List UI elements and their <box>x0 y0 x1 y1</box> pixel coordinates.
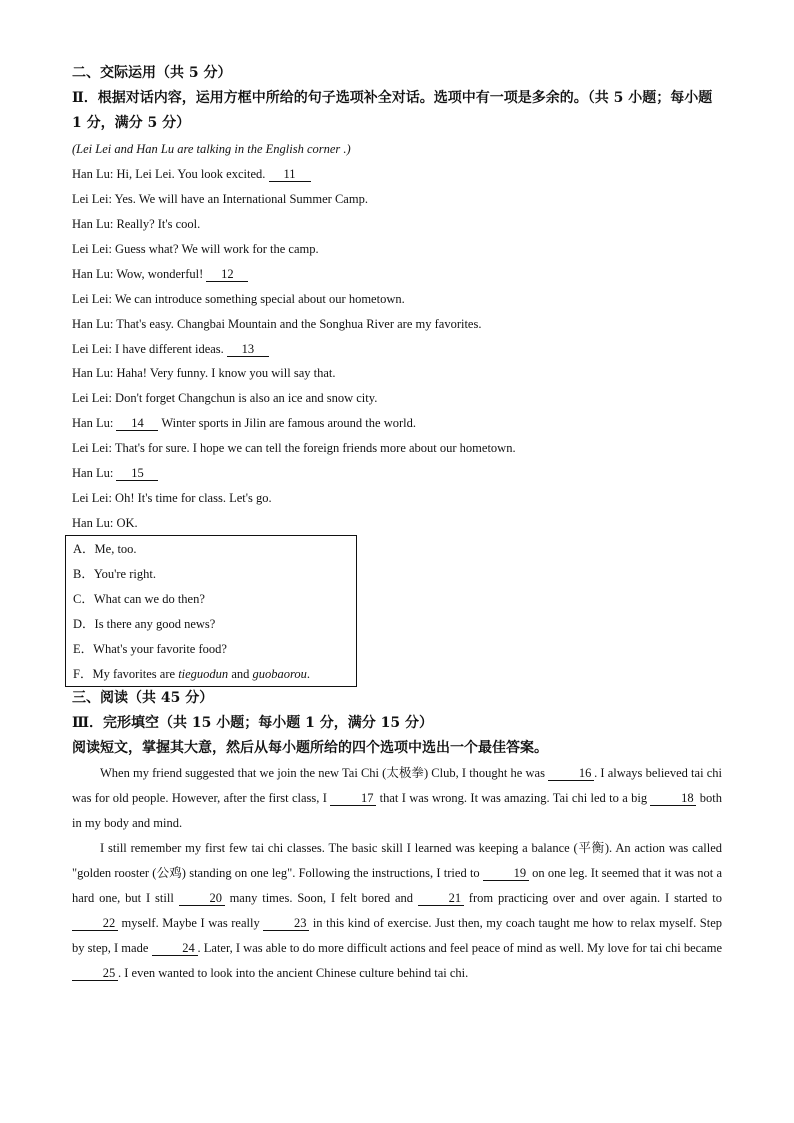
option-c[interactable] <box>73 590 205 608</box>
option-f[interactable] <box>73 665 310 683</box>
cloze-blank[interactable]: 20 <box>179 891 225 906</box>
option-text: Me, too. <box>94 542 137 556</box>
line-text: That's for sure. I hope we can tell the foreign friends more about our hometown. <box>114 441 516 455</box>
speaker: Han Lu: <box>72 516 114 530</box>
speaker: Han Lu: <box>72 416 114 430</box>
speaker: Han Lu: <box>72 317 114 331</box>
line-text: Haha! Very funny. I know you will say that. <box>116 366 336 380</box>
option-label: D． <box>73 617 95 631</box>
speaker: Han Lu: <box>72 167 114 181</box>
dialogue-line <box>72 514 138 532</box>
dialogue-line <box>72 265 248 283</box>
line-text: Don't forget Changchun is also an ice and snow city. <box>115 391 378 405</box>
cloze-blank[interactable]: 22 <box>72 916 118 931</box>
line-text: I have different ideas. <box>115 342 224 356</box>
cloze-blank[interactable]: 18 <box>650 791 696 806</box>
option-text: You're right. <box>93 567 156 581</box>
option-text: My favorites are <box>92 667 179 681</box>
option-label: C． <box>73 592 94 606</box>
passage-paragraph-2 <box>72 836 722 986</box>
line-text: Oh! It's time for class. Let's go. <box>115 491 272 505</box>
option-a[interactable] <box>73 540 137 558</box>
option-b[interactable] <box>73 565 156 583</box>
speaker: Lei Lei: <box>72 491 112 505</box>
line-text: Winter sports in Jilin are famous around the world. <box>161 416 416 430</box>
passage-paragraph-1 <box>72 761 722 836</box>
cloze-blank[interactable]: 25 <box>72 966 118 981</box>
dialogue-line <box>72 340 269 358</box>
line-text: Hi, Lei Lei. You look excited. <box>116 167 266 181</box>
line-text: Really? It's cool. <box>116 217 201 231</box>
speaker: Han Lu: <box>72 267 114 281</box>
dialogue-line <box>72 165 311 183</box>
option-text: and <box>228 667 253 681</box>
dialogue-line <box>72 489 272 507</box>
dialogue-line <box>72 414 416 432</box>
answer-blank[interactable]: 12 <box>206 267 248 282</box>
section-two-instructions: Ⅱ．根据对话内容，运用方框中所给的句子选项补全对话。选项中有一项是多余的。（共 5 小题；每小题 1 分，满分 5 分） <box>72 90 713 131</box>
dialogue-line <box>72 389 377 407</box>
dialogue-line <box>72 464 158 482</box>
passage-text: . I even wanted to look into the ancient Chinese culture behind tai chi. <box>118 966 469 980</box>
cloze-subheading: Ⅲ．完形填空（共 15 小题；每小题 1 分，满分 15 分） <box>72 715 433 731</box>
line-text: Yes. We will have an International Summer Camp. <box>114 192 368 206</box>
line-text: OK. <box>116 516 138 530</box>
dialogue-line <box>72 190 368 208</box>
cloze-blank[interactable]: 24 <box>152 941 198 956</box>
cloze-blank[interactable]: 21 <box>418 891 464 906</box>
option-italic-word: guobaorou <box>252 667 307 681</box>
answer-blank[interactable]: 11 <box>269 167 311 182</box>
line-text: Wow, wonderful! <box>116 267 204 281</box>
passage-text: myself. Maybe I was really <box>118 916 264 930</box>
answer-blank[interactable]: 15 <box>116 466 158 481</box>
dialogue-setting: (Lei Lei and Han Lu are talking in the English corner .) <box>72 142 351 156</box>
option-text: What can we do then? <box>93 592 205 606</box>
option-text: . <box>306 667 311 681</box>
option-text: What's your favorite food? <box>93 642 227 656</box>
line-text: Guess what? We will work for the camp. <box>115 242 319 256</box>
option-italic-word: tieguodun <box>178 667 229 681</box>
passage-text: on one leg. It seemed that it was not a hard one, but I still <box>72 866 722 905</box>
options-box <box>65 535 357 687</box>
cloze-instructions: 阅读短文，掌握其大意，然后从每小题所给的四个选项中选出一个最佳答案。 <box>72 740 548 756</box>
passage-text: . I always believed tai chi was for old people. However, after the first class, I <box>72 766 722 805</box>
speaker: Lei Lei: <box>72 292 112 306</box>
speaker: Lei Lei: <box>72 441 112 455</box>
passage-text: . Later, I was able to do more difficult actions and feel peace of mind as well. My love for tai chi became <box>197 941 723 955</box>
answer-blank[interactable]: 13 <box>227 342 269 357</box>
option-label: B． <box>73 567 94 581</box>
passage-text: that I was wrong. It was amazing. Tai chi led to a big <box>376 791 651 805</box>
option-e[interactable] <box>73 640 227 658</box>
passage-text: When my friend suggested that we join the new Tai Chi (太极拳) Club, I thought he was <box>100 766 549 780</box>
dialogue-line <box>72 215 200 233</box>
speaker: Lei Lei: <box>72 192 112 206</box>
answer-blank[interactable]: 14 <box>116 416 158 431</box>
line-text: We can introduce something special about our hometown. <box>114 292 405 306</box>
speaker: Lei Lei: <box>72 242 112 256</box>
section-two-heading: 二、交际运用（共 5 分） <box>72 65 232 81</box>
speaker: Han Lu: <box>72 466 114 480</box>
speaker: Han Lu: <box>72 217 114 231</box>
speaker: Han Lu: <box>72 366 114 380</box>
dialogue-line <box>72 240 319 258</box>
dialogue-line <box>72 290 405 308</box>
option-text: Is there any good news? <box>94 617 216 631</box>
passage-text: in this kind of exercise. Just then, my coach taught me how to relax myself. Step by step, I made <box>72 916 722 955</box>
speaker: Lei Lei: <box>72 342 112 356</box>
passage-text: both in my body and mind. <box>72 791 722 830</box>
cloze-blank[interactable]: 23 <box>263 916 309 931</box>
passage-text: from practicing over and over again. I started to <box>463 891 722 905</box>
option-label: E． <box>73 642 94 656</box>
option-label: F． <box>73 667 93 681</box>
section-three-heading: 三、阅读（共 45 分） <box>72 690 214 706</box>
cloze-blank[interactable]: 17 <box>330 791 376 806</box>
cloze-blank[interactable]: 16 <box>548 766 594 781</box>
option-d[interactable] <box>73 615 215 633</box>
cloze-blank[interactable]: 19 <box>483 866 529 881</box>
passage-text: I still remember my first few tai chi classes. The basic skill I learned was keeping a balance (平衡). An action was called "golden rooster (公鸡) standing on one leg". Following the instructions, I tried to <box>72 841 722 880</box>
option-label: A． <box>73 542 95 556</box>
passage-text: many times. Soon, I felt bored and <box>224 891 418 905</box>
dialogue-line <box>72 439 516 457</box>
speaker: Lei Lei: <box>72 391 112 405</box>
dialogue-line <box>72 364 336 382</box>
dialogue-line <box>72 315 481 333</box>
line-text: That's easy. Changbai Mountain and the Songhua River are my favorites. <box>116 317 482 331</box>
